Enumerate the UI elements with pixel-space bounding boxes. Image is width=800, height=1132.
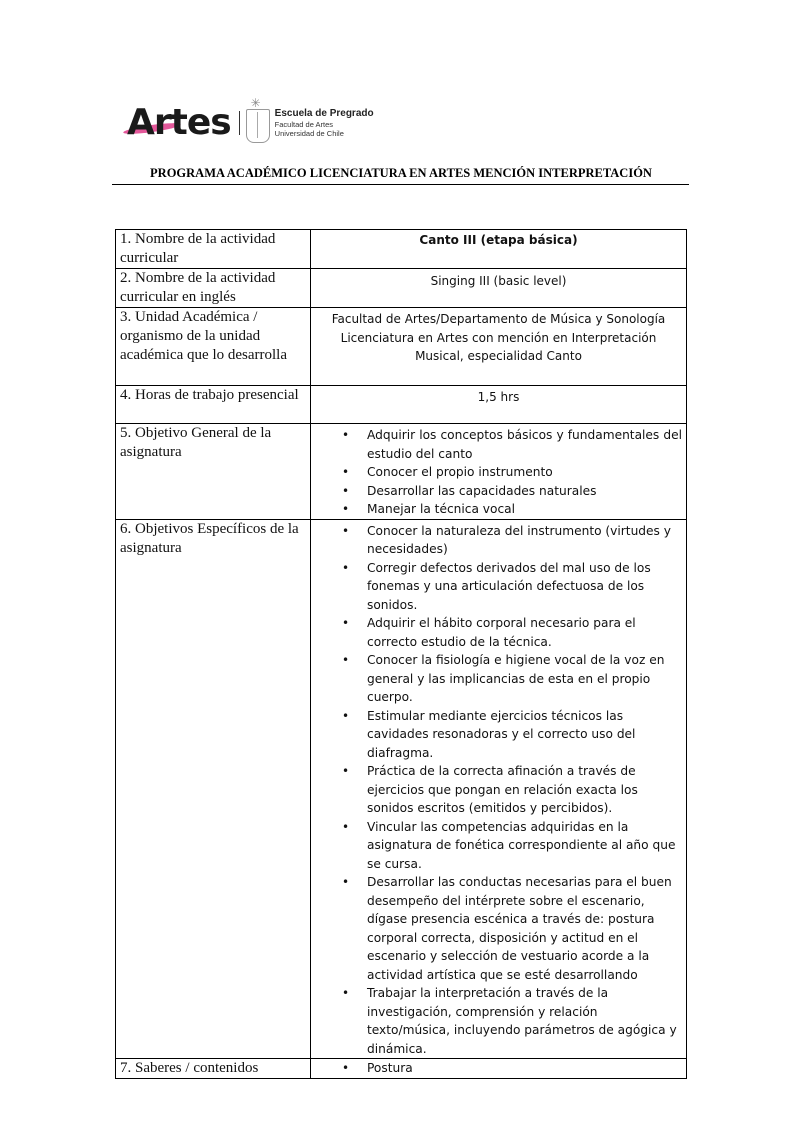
academic-unit <box>311 308 687 386</box>
list-item: • Conocer la naturaleza del instrumento (virtudes y necesidades) <box>367 522 682 559</box>
academic-unit-line: Facultad de Artes/Departamento de Música y Sonología <box>331 312 666 326</box>
table-row <box>116 1059 687 1079</box>
table-row <box>116 386 687 424</box>
artes-logo <box>127 100 374 146</box>
list-item: • Conocer la fisiología e higiene vocal de la voz en general y las implicancias de esta en el propio cuerpo. <box>367 651 682 707</box>
list-item: • Práctica de la correcta afinación a través de ejercicios que pongan en relación exacta los sonidos escritos (emitidos y percibidos). <box>367 762 682 818</box>
specific-objectives-list <box>315 522 682 1059</box>
course-name: Canto III (etapa básica) <box>311 230 687 269</box>
logo-wordmark: Artes <box>127 103 231 143</box>
row-label: 7. Saberes / contenidos <box>116 1059 311 1079</box>
contents <box>311 1059 687 1079</box>
list-item: • Manejar la técnica vocal <box>367 500 682 519</box>
row-label: 2. Nombre de la actividad curricular en inglés <box>116 269 311 308</box>
general-objective-list <box>315 426 682 519</box>
list-item: • Adquirir el hábito corporal necesario para el correcto estudio de la técnica. <box>367 614 682 651</box>
list-item: • Vincular las competencias adquiridas en la asignatura de fonética correspondiente al año que se cursa. <box>367 818 682 874</box>
academic-unit-line: Licenciatura en Artes con mención en Interpretación <box>340 330 657 345</box>
title-underline <box>112 184 689 185</box>
table-row <box>116 424 687 520</box>
contents-list <box>315 1059 682 1078</box>
list-item: • Conocer el propio instrumento <box>367 463 682 482</box>
table-row <box>116 308 687 386</box>
list-item: • Desarrollar las capacidades naturales <box>367 482 682 501</box>
list-item: • Estimular mediante ejercicios técnicos las cavidades resonadoras y el correcto uso del diafragma. <box>367 707 682 763</box>
table-row <box>116 230 687 269</box>
logo-school-name: Escuela de Pregrado <box>274 108 374 119</box>
list-item: • Desarrollar las conductas necesarias para el buen desempeño del intérprete sobre el escenario, dígase presencia escénica a través de: postura corporal correcta, disposición y actitud en el escenario y selección de vestuario acorde a la actividad artística que se esté desarrollando <box>367 873 682 984</box>
academic-unit-line: Musical, especialidad Canto <box>415 349 582 363</box>
list-item: • Postura <box>367 1059 682 1078</box>
table-row <box>116 269 687 308</box>
contact-hours: 1,5 hrs <box>311 386 687 424</box>
row-label: 4. Horas de trabajo presencial <box>116 386 311 424</box>
list-item: • Trabajar la interpretación a través de la investigación, comprensión y relación texto/música, incluyendo parámetros de agógica y dinámica. <box>367 984 682 1058</box>
row-label: 1. Nombre de la actividad curricular <box>116 230 311 269</box>
university-crest-icon <box>246 109 270 143</box>
logo-university: Universidad de Chile <box>274 129 344 138</box>
general-objective <box>311 424 687 520</box>
logo-text <box>275 108 374 138</box>
specific-objectives <box>311 519 687 1059</box>
row-label: 6. Objetivos Específicos de la asignatura <box>116 519 311 1059</box>
table-row <box>116 519 687 1059</box>
list-item: • Adquirir los conceptos básicos y fundamentales del estudio del canto <box>367 426 682 463</box>
course-name-english: Singing III (basic level) <box>311 269 687 308</box>
logo-separator <box>239 111 240 135</box>
program-table <box>115 229 687 1079</box>
document-title: PROGRAMA ACADÉMICO LICENCIATURA EN ARTES MENCIÓN INTERPRETACIÓN <box>150 166 652 180</box>
row-label: 3. Unidad Académica / organismo de la unidad académica que lo desarrolla <box>116 308 311 386</box>
list-item: • Corregir defectos derivados del mal uso de los fonemas y una articulación defectuosa de los sonidos. <box>367 559 682 615</box>
row-label: 5. Objetivo General de la asignatura <box>116 424 311 520</box>
logo-faculty: Facultad de Artes <box>274 120 334 129</box>
